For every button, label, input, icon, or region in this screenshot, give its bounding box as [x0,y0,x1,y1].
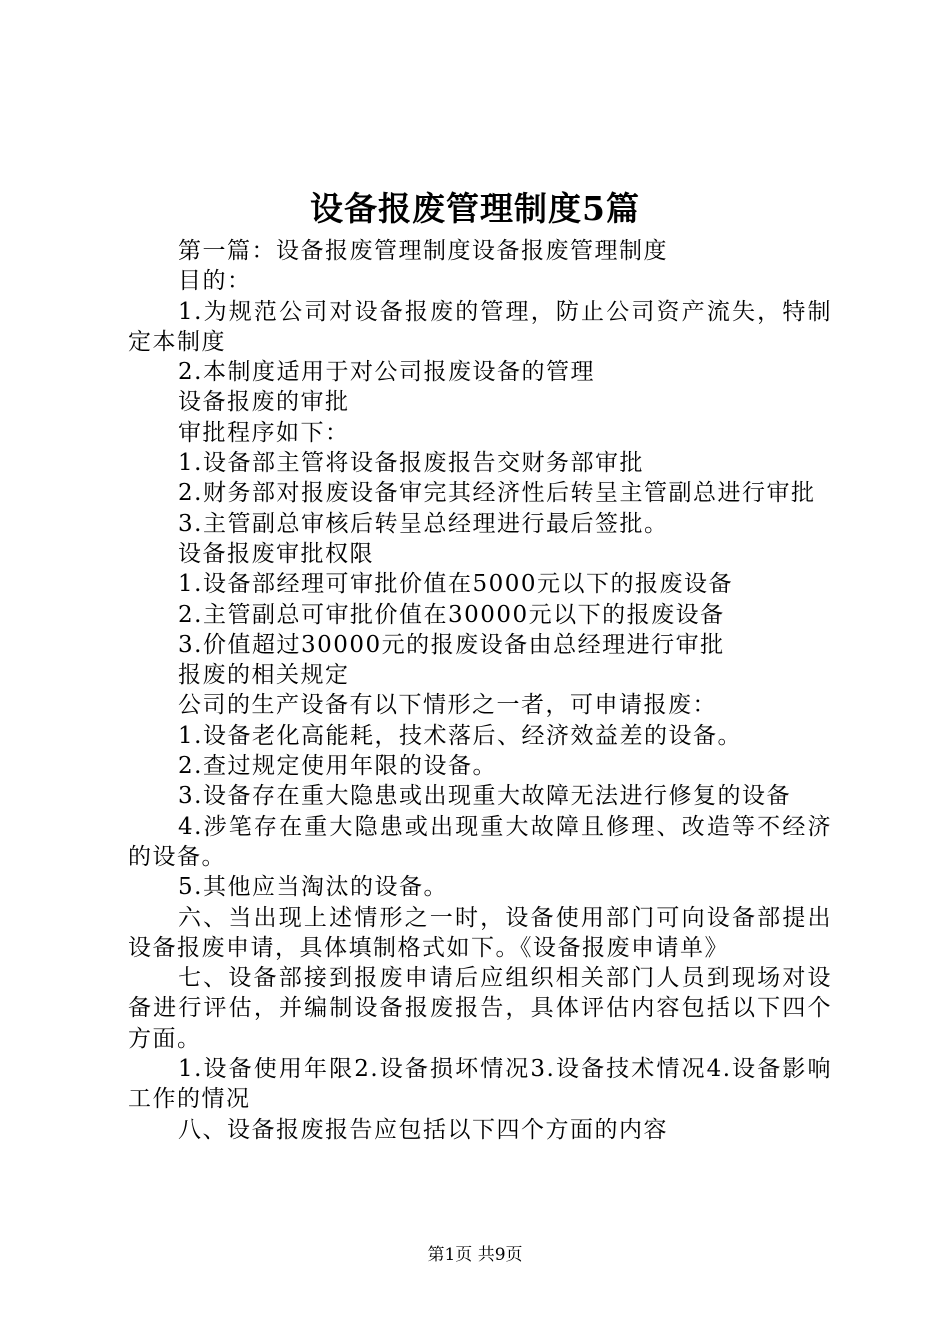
clause-six: 六、当出现上述情形之一时，设备使用部门可向设备部提出设备报废申请，具体填制格式如下。《设备报废申请单》 [128,904,832,961]
section-approval: 设备报废的审批 [178,389,350,416]
page-footer: 第1页 共9页 [427,1245,523,1265]
document-body [128,236,832,1145]
section-purpose: 目的： [178,268,252,295]
authority-item-1: 1.设备部经理可审批价值在5000元以下的报废设备 [178,571,733,598]
section-authority: 设备报废审批权限 [178,540,374,567]
document-title: 设备报废管理制度5篇 [310,189,640,228]
authority-item-3: 3.价值超过30000元的报废设备由总经理进行审批 [178,631,725,658]
regulation-item-4: 4.涉笔存在重大隐患或出现重大故障且修理、改造等不经济的设备。 [128,813,832,870]
authority-item-2: 2.主管副总可审批价值在30000元以下的报废设备 [178,601,725,628]
regulation-item-5: 5.其他应当淘汰的设备。 [178,874,448,901]
purpose-item-1: 1.为规范公司对设备报废的管理，防止公司资产流失，特制定本制度 [128,298,832,355]
approval-step-1: 1.设备部主管将设备报废报告交财务部审批 [178,450,644,477]
purpose-item-2: 2.本制度适用于对公司报废设备的管理 [178,359,595,386]
approval-step-2: 2.财务部对报废设备审完其经济性后转呈主管副总进行审批 [178,480,816,507]
clause-eight: 八、设备报废报告应包括以下四个方面的内容 [178,1116,668,1143]
regulation-item-3: 3.设备存在重大隐患或出现重大故障无法进行修复的设备 [178,783,791,810]
evaluation-items: 1.设备使用年限2.设备损坏情况3.设备技术情况4.设备影响工作的情况 [128,1056,832,1113]
clause-seven: 七、设备部接到报废申请后应组织相关部门人员到现场对设备进行评估，并编制设备报废报告，具体评估内容包括以下四个方面。 [128,965,832,1052]
section-regulations: 报废的相关规定 [178,662,350,689]
approval-step-3: 3.主管副总审核后转呈总经理进行最后签批。 [178,510,669,537]
regulation-item-2: 2.查过规定使用年限的设备。 [178,753,497,780]
regulation-item-1: 1.设备老化高能耗，技术落后、经济效益差的设备。 [178,722,742,749]
regulations-intro: 公司的生产设备有以下情形之一者，可申请报废： [178,692,717,719]
heading-part-one: 第一篇：设备报废管理制度设备报废管理制度 [178,238,668,264]
approval-procedure-heading: 审批程序如下： [178,419,350,446]
